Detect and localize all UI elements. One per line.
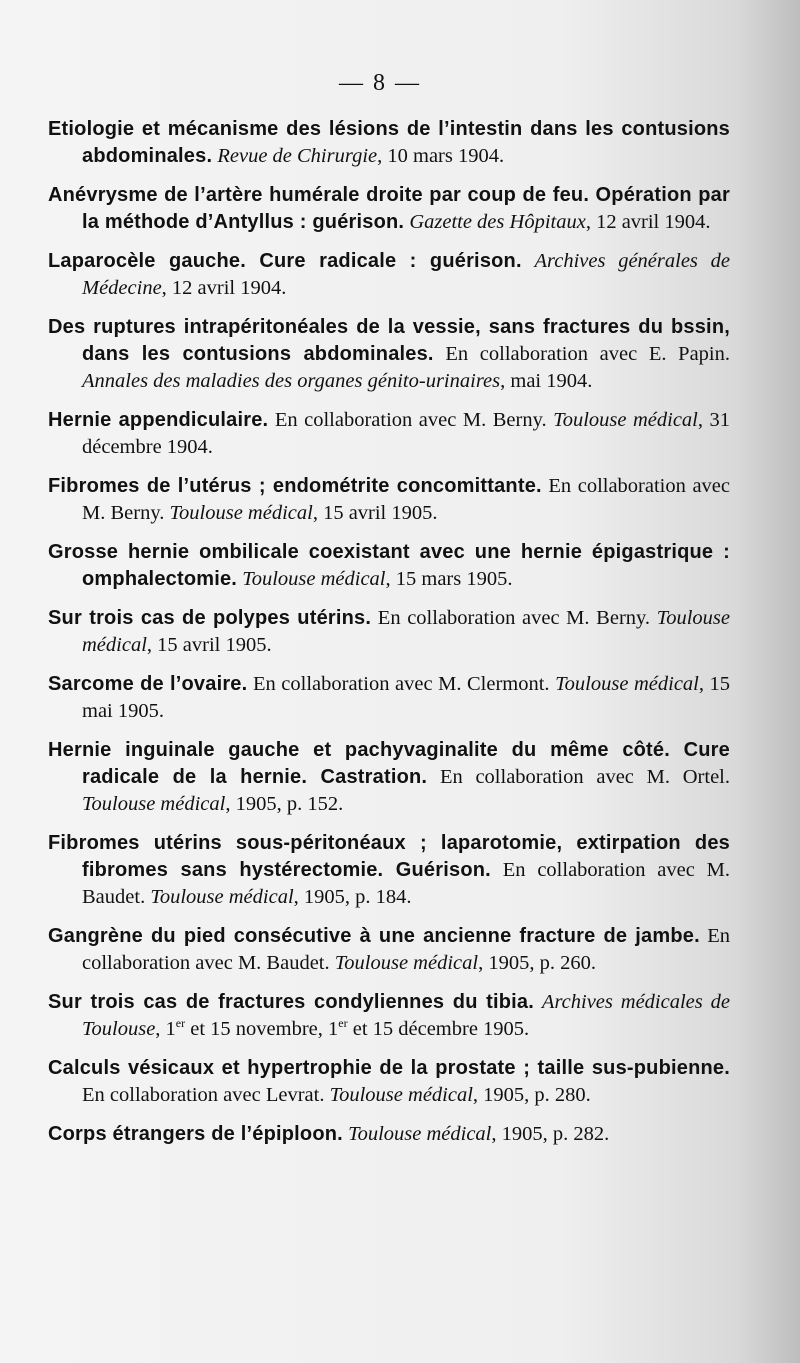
entry-journal: Toulouse médical xyxy=(169,502,313,524)
bibliography-list xyxy=(48,116,730,1160)
bibliography-entry xyxy=(48,671,730,725)
entry-date: , 12 avril 1904. xyxy=(585,211,711,233)
entry-collaboration: En collaboration avec M. Baudet. xyxy=(82,925,730,974)
entry-title: Hernie appendiculaire. xyxy=(48,409,269,431)
entry-title: Hernie inguinale gauche et pachyvaginalite du même côté. Cure radicale de la hernie. Castration. xyxy=(48,739,730,788)
entry-collaboration: En collaboration avec Levrat. xyxy=(82,1084,325,1106)
entry-journal: Toulouse médical xyxy=(242,568,386,590)
entry-title: Etiologie et mécanisme des lésions de l’intestin dans les contusions abdominales. xyxy=(48,118,730,167)
bibliography-entry xyxy=(48,248,730,302)
bibliography-entry xyxy=(48,473,730,527)
bibliography-entry xyxy=(48,182,730,236)
entry-title: Laparocèle gauche. Cure radicale : guérison. xyxy=(48,250,522,272)
entry-journal: Toulouse médical xyxy=(348,1123,492,1145)
entry-journal: Gazette des Hôpitaux xyxy=(409,211,586,233)
entry-title: Sarcome de l’ovaire. xyxy=(48,673,248,695)
bibliography-entry xyxy=(48,830,730,911)
bibliography-entry xyxy=(48,1121,730,1148)
bibliography-entry xyxy=(48,923,730,977)
entry-title: Calculs vésicaux et hypertrophie de la prostate ; taille sus-pubienne. xyxy=(48,1057,730,1079)
entry-collaboration: En collaboration avec M. Ortel. xyxy=(439,766,730,788)
entry-journal: Archives médicales de Toulouse xyxy=(82,991,730,1040)
entry-date: , 1905, p. 280. xyxy=(472,1084,591,1106)
entry-date: , 10 mars 1904. xyxy=(377,145,505,167)
entry-title: Sur trois cas de fractures condyliennes du tibia. xyxy=(48,991,535,1013)
entry-title: Corps étrangers de l’épiploon. xyxy=(48,1123,343,1145)
entry-collaboration: En collaboration avec M. Clermont. xyxy=(252,673,550,695)
entry-date: , 1905, p. 282. xyxy=(491,1123,610,1145)
bibliography-entry xyxy=(48,737,730,818)
entry-collaboration: En collaboration avec M. Berny. xyxy=(82,475,730,524)
entry-date: , 1905, p. 260. xyxy=(478,952,596,974)
entry-date: , 12 avril 1904. xyxy=(161,277,287,299)
entry-date: , 31 décembre 1904. xyxy=(82,409,731,458)
bibliography-entry xyxy=(48,116,730,170)
entry-date: , 15 mai 1905. xyxy=(82,673,731,722)
entry-collaboration: En collaboration avec M. Baudet. xyxy=(82,859,731,908)
entry-title: Fibromes utérins sous-péritonéaux ; laparotomie, extirpation des fibromes sans hystérectomie. Guérison. xyxy=(48,832,730,881)
entry-journal: Toulouse médical xyxy=(150,886,294,908)
entry-date: , 1905, p. 152. xyxy=(225,793,344,815)
entry-title: Des ruptures intrapéritonéales de la vessie, sans fractures du bssin, dans les contusions abdominales. xyxy=(48,316,730,365)
entry-journal: Revue de Chirurgie xyxy=(217,145,378,167)
entry-title: Sur trois cas de polypes utérins. xyxy=(48,607,372,629)
entry-journal: Toulouse médical xyxy=(329,1084,473,1106)
page-number: — 8 — xyxy=(339,70,421,96)
entry-title: Gangrène du pied consécutive à une ancienne fracture de jambe. xyxy=(48,925,700,947)
entry-journal: Toulouse médical xyxy=(82,607,730,656)
entry-title: Fibromes de l’utérus ; endométrite concomittante. xyxy=(48,475,542,497)
entry-date: , 15 avril 1905. xyxy=(146,634,272,656)
entry-journal: Annales des maladies des organes génito-urinaires xyxy=(82,370,501,392)
entry-journal: Toulouse médical xyxy=(553,409,698,431)
bibliography-entry xyxy=(48,407,730,461)
entry-collaboration: En collaboration avec E. Papin. xyxy=(445,343,730,365)
entry-date: , 1905, p. 184. xyxy=(293,886,412,908)
entry-title: Grosse hernie ombilicale coexistant avec une hernie épigastrique : omphalectomie. xyxy=(48,541,730,590)
bibliography-entry xyxy=(48,314,730,395)
bibliography-entry xyxy=(48,539,730,593)
entry-date: , mai 1904. xyxy=(500,370,593,392)
bibliography-entry xyxy=(48,989,730,1043)
entry-date: , 15 avril 1905. xyxy=(312,502,438,524)
entry-journal: Archives générales de Médecine xyxy=(82,250,730,299)
entry-journal: Toulouse médical xyxy=(555,673,699,695)
entry-journal: Toulouse médical xyxy=(82,793,226,815)
entry-journal: Toulouse médical xyxy=(334,952,479,974)
bibliography-entry xyxy=(48,605,730,659)
entry-collaboration: En collaboration avec M. Berny. xyxy=(377,607,651,629)
entry-collaboration: En collaboration avec M. Berny. xyxy=(274,409,547,431)
entry-title: Anévrysme de l’artère humérale droite par coup de feu. Opération par la méthode d’Antyllus : guérison. xyxy=(48,184,730,233)
entry-date: , 1er et 15 novembre, 1er et 15 décembre 1905. xyxy=(155,1016,530,1040)
bibliography-entry xyxy=(48,1055,730,1109)
entry-date: , 15 mars 1905. xyxy=(385,568,513,590)
